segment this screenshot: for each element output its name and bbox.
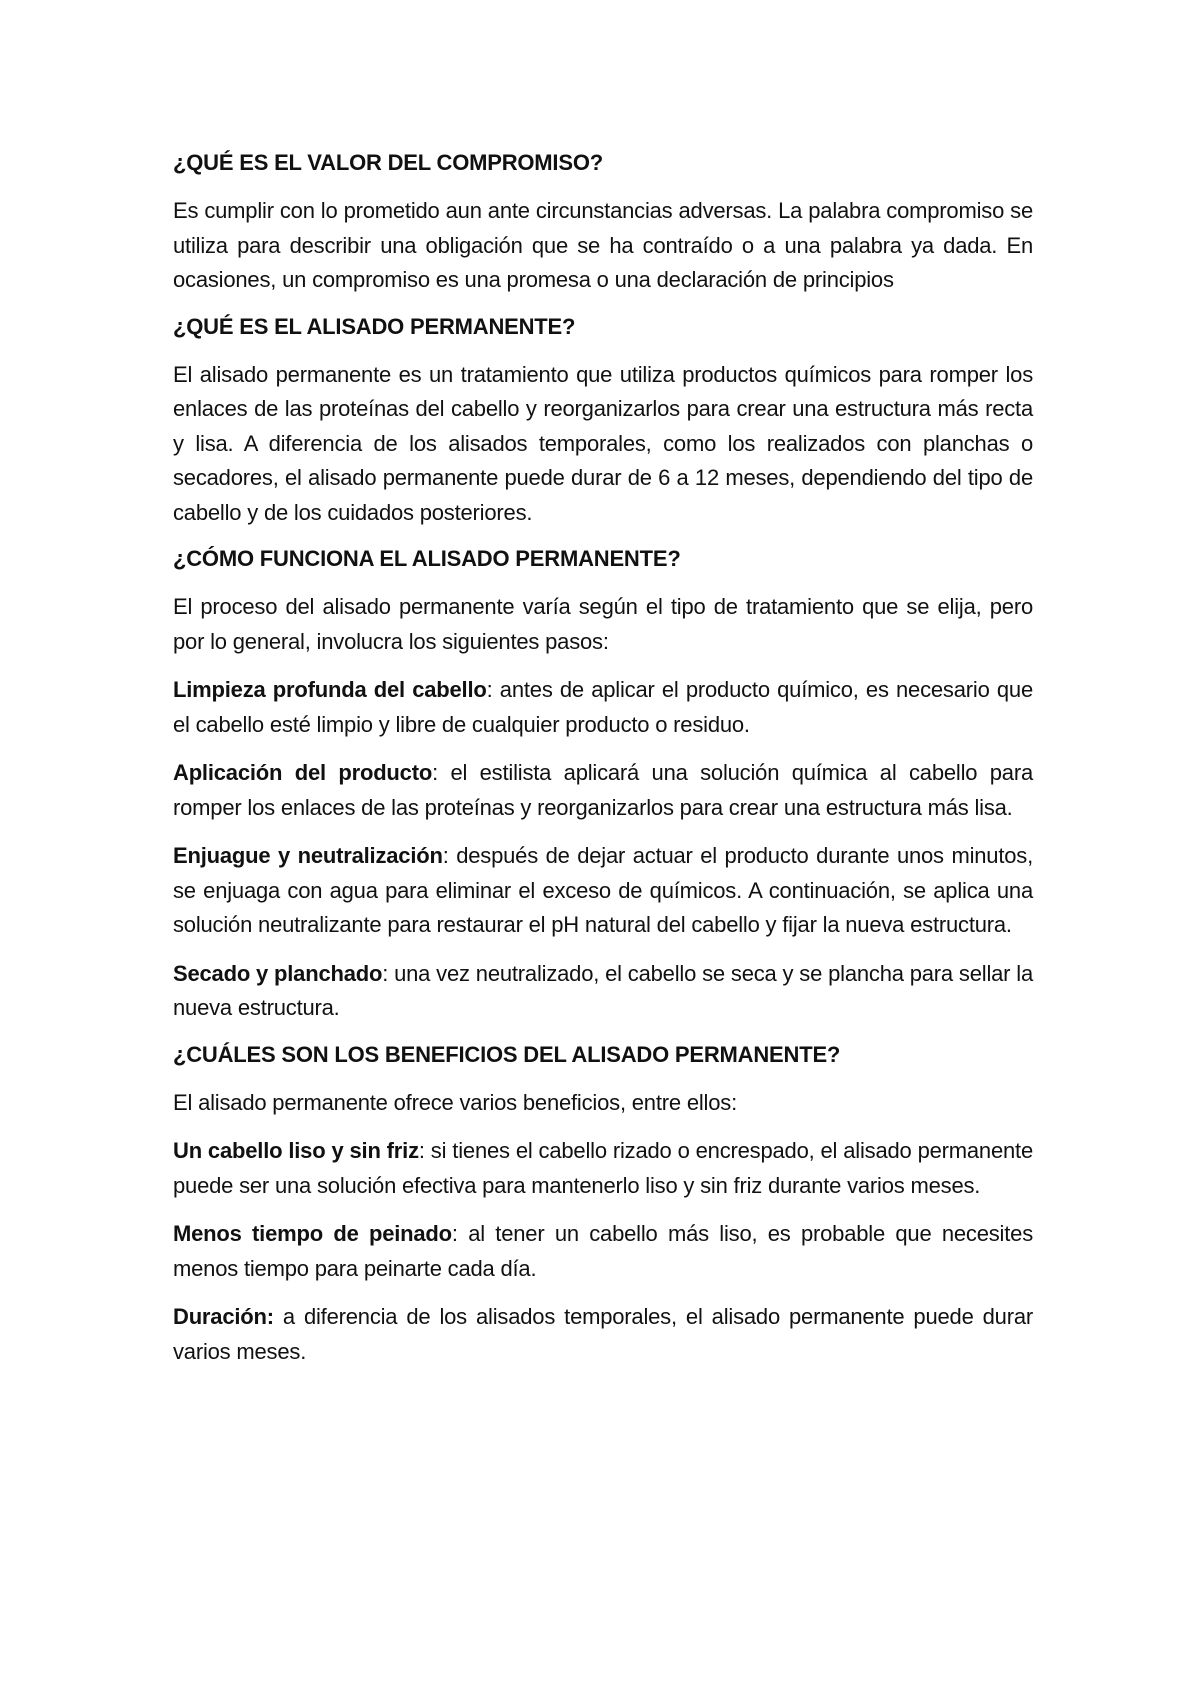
paragraph-valor-compromiso: Es cumplir con lo prometido aun ante circunstancias adversas. La palabra compromiso se utiliza para describir una obligación que se ha contraído o a una palabra ya dada. En ocasiones, un compromiso es una promesa o una declaración de principios bbox=[173, 198, 1033, 292]
paragraph-como-funciona-intro: El proceso del alisado permanente varía según el tipo de tratamiento que se elija, pero por lo general, involucra los siguientes pasos: bbox=[173, 594, 1033, 654]
document-page bbox=[173, 148, 1033, 1383]
step-text: : el estilista aplicará una solución química al cabello para romper los enlaces de las proteínas y reorganizarlos para crear una estructura más lisa. bbox=[173, 760, 1033, 820]
benefit-text: a diferencia de los alisados temporales, el alisado permanente puede durar varios meses. bbox=[173, 1304, 1033, 1364]
benefit-liso-sin-friz bbox=[173, 1134, 1033, 1203]
step-enjuague bbox=[173, 839, 1033, 943]
heading-como-funciona: ¿CÓMO FUNCIONA EL ALISADO PERMANENTE? bbox=[173, 546, 681, 571]
step-term: Aplicación del producto bbox=[173, 760, 433, 785]
step-term: Limpieza profunda del cabello bbox=[173, 677, 487, 702]
benefit-term: Menos tiempo de peinado bbox=[173, 1221, 452, 1246]
heading-alisado-permanente: ¿QUÉ ES EL ALISADO PERMANENTE? bbox=[173, 313, 576, 339]
benefit-term: Duración: bbox=[173, 1304, 274, 1329]
step-limpieza bbox=[173, 673, 1033, 742]
step-secado bbox=[173, 957, 1033, 1026]
benefit-duracion bbox=[173, 1300, 1033, 1369]
step-text: : después de dejar actuar el producto durante unos minutos, se enjuaga con agua para eliminar el exceso de químicos. A continuación, se aplica una solución neutralizante para restaurar el pH natural del cabello y fijar la nueva estructura. bbox=[173, 843, 1033, 937]
step-text: : una vez neutralizado, el cabello se seca y se plancha para sellar la nueva estructura. bbox=[173, 960, 1033, 1020]
step-term: Secado y planchado bbox=[173, 960, 383, 986]
benefit-text: : al tener un cabello más liso, es probable que necesites menos tiempo para peinarte cada día. bbox=[173, 1221, 1033, 1281]
paragraph-alisado-permanente: El alisado permanente es un tratamiento que utiliza productos químicos para romper los enlaces de las proteínas del cabello y reorganizarlos para crear una estructura más recta y lisa. A diferencia de los alisados temporales, como los realizados con planchas o secadores, el alisado permanente puede durar de 6 a 12 meses, dependiendo del tipo de cabello y de los cuidados posteriores. bbox=[173, 361, 1033, 525]
paragraph-beneficios-intro: El alisado permanente ofrece varios beneficios, entre ellos: bbox=[173, 1089, 737, 1115]
step-term: Enjuague y neutralización bbox=[173, 843, 443, 868]
heading-valor-compromiso: ¿QUÉ ES EL VALOR DEL COMPROMISO? bbox=[173, 150, 603, 175]
benefit-term: Un cabello liso y sin friz bbox=[173, 1138, 419, 1163]
benefit-text: : si tienes el cabello rizado o encrespado, el alisado permanente puede ser una solución efectiva para mantenerlo liso y sin friz durante varios meses. bbox=[173, 1138, 1033, 1198]
heading-beneficios: ¿CUÁLES SON LOS BENEFICIOS DEL ALISADO PERMANENTE? bbox=[173, 1041, 841, 1067]
step-aplicacion bbox=[173, 756, 1033, 825]
step-text: : antes de aplicar el producto químico, es necesario que el cabello esté limpio y libre de cualquier producto o residuo. bbox=[173, 677, 1033, 737]
benefit-menos-tiempo bbox=[173, 1217, 1033, 1286]
